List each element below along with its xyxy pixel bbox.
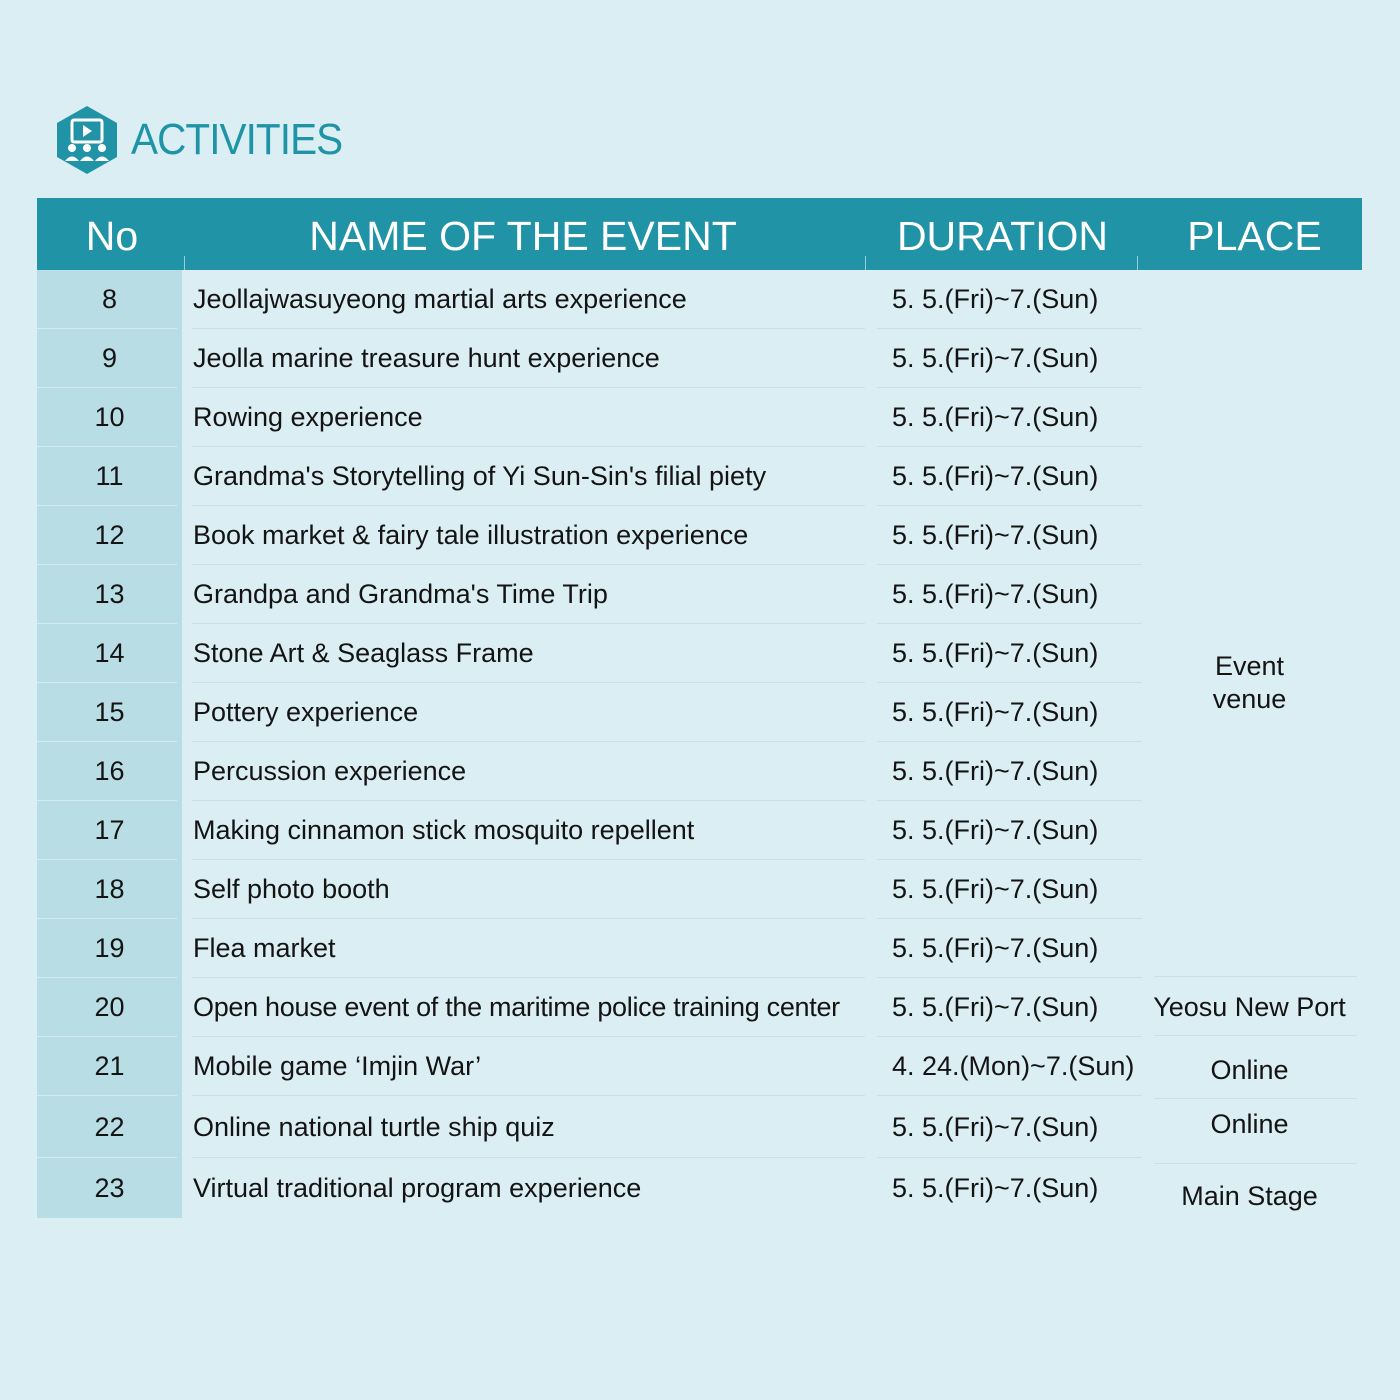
event-name: Mobile game ‘Imjin War’ — [193, 1051, 482, 1081]
row-number: 23 — [94, 1172, 125, 1203]
event-duration: 5. 5.(Fri)~7.(Sun) — [892, 343, 1099, 373]
event-name: Pottery experience — [193, 697, 419, 727]
event-duration: 5. 5.(Fri)~7.(Sun) — [892, 992, 1099, 1022]
event-duration: 5. 5.(Fri)~7.(Sun) — [892, 520, 1099, 550]
event-name: Virtual traditional program experience — [193, 1172, 642, 1203]
section-title: ACTIVITIES — [131, 115, 343, 164]
row-number: 9 — [101, 343, 118, 373]
place-divider — [1154, 1035, 1357, 1036]
place-label: Online — [1210, 1108, 1289, 1139]
row-number: 21 — [94, 1051, 125, 1081]
row-number: 17 — [94, 815, 125, 845]
row-number: 22 — [94, 1111, 125, 1142]
event-duration: 5. 5.(Fri)~7.(Sun) — [892, 579, 1099, 609]
row-number: 18 — [94, 874, 125, 904]
header-divider — [184, 256, 185, 270]
event-duration: 5. 5.(Fri)~7.(Sun) — [892, 638, 1099, 668]
place-divider — [1154, 976, 1357, 977]
event-name: Making cinnamon stick mosquito repellent — [193, 815, 695, 845]
row-number: 16 — [94, 756, 125, 786]
row-number: 10 — [94, 402, 125, 432]
header-place: PLACE — [1187, 213, 1322, 259]
row-number: 11 — [95, 461, 124, 491]
header-no: No — [85, 213, 139, 259]
row-number: 19 — [94, 933, 125, 963]
event-name: Grandma's Storytelling of Yi Sun-Sin's filial piety — [193, 461, 767, 491]
event-duration: 5. 5.(Fri)~7.(Sun) — [892, 874, 1099, 904]
place-label: Yeosu New Port — [1153, 992, 1346, 1022]
event-duration: 4. 24.(Mon)~7.(Sun) — [892, 1051, 1135, 1081]
event-name: Book market & fairy tale illustration experience — [193, 520, 749, 550]
event-duration: 5. 5.(Fri)~7.(Sun) — [892, 815, 1099, 845]
header-event-name: NAME OF THE EVENT — [309, 213, 737, 259]
header-duration: DURATION — [896, 213, 1109, 259]
event-name: Jeolla marine treasure hunt experience — [193, 343, 660, 373]
event-name: Online national turtle ship quiz — [193, 1111, 555, 1142]
event-name: Self photo booth — [193, 874, 390, 904]
header-divider — [865, 256, 866, 270]
place-label: Online — [1210, 1054, 1289, 1085]
place-online-game — [1137, 1037, 1362, 1103]
event-duration: 5. 5.(Fri)~7.(Sun) — [892, 402, 1099, 432]
place-label: Main Stage — [1181, 1180, 1318, 1211]
event-name: Open house event of the maritime police training center — [193, 992, 840, 1022]
row-number: 8 — [101, 284, 118, 314]
place-online-quiz — [1137, 1096, 1362, 1152]
section-header — [55, 104, 361, 176]
event-name: Grandpa and Grandma's Time Trip — [193, 579, 608, 609]
row-number: 12 — [94, 520, 125, 550]
place-main-stage — [1137, 1160, 1362, 1232]
row-number: 20 — [94, 992, 125, 1022]
event-duration: 5. 5.(Fri)~7.(Sun) — [892, 697, 1099, 727]
activities-video-people-icon — [55, 104, 119, 176]
place-label: Event venue — [1212, 651, 1287, 714]
event-name: Percussion experience — [193, 756, 467, 786]
place-divider — [1154, 1163, 1357, 1164]
row-number: 13 — [94, 579, 125, 609]
place-yeosu-new-port — [1137, 978, 1362, 1037]
place-event-venue — [1137, 329, 1362, 1037]
event-duration: 5. 5.(Fri)~7.(Sun) — [892, 933, 1099, 963]
table-header — [37, 198, 1362, 270]
event-name: Stone Art & Seaglass Frame — [193, 638, 534, 668]
event-duration: 5. 5.(Fri)~7.(Sun) — [892, 1111, 1099, 1142]
place-divider — [1154, 1098, 1357, 1099]
event-duration: 5. 5.(Fri)~7.(Sun) — [892, 284, 1099, 314]
event-duration: 5. 5.(Fri)~7.(Sun) — [892, 1172, 1099, 1203]
table-row — [37, 270, 1362, 329]
row-number: 14 — [94, 638, 125, 668]
event-duration: 5. 5.(Fri)~7.(Sun) — [892, 461, 1099, 491]
event-name: Jeollajwasuyeong martial arts experience — [193, 284, 687, 314]
event-duration: 5. 5.(Fri)~7.(Sun) — [892, 756, 1099, 786]
header-divider — [1137, 256, 1138, 270]
event-name: Rowing experience — [193, 402, 423, 432]
event-name: Flea market — [193, 933, 336, 963]
row-number: 15 — [94, 697, 125, 727]
